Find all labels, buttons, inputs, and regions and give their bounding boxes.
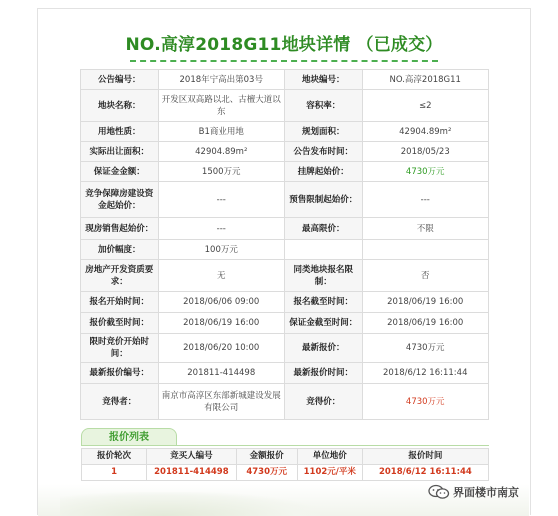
label-notice-number: 公告编号： bbox=[81, 70, 159, 90]
label-actual-area: 实际出让面积： bbox=[81, 142, 159, 162]
value-land-use: B1商业用地 bbox=[158, 122, 284, 142]
value-increment: 100万元 bbox=[158, 240, 284, 260]
value-registration-start: 2018/06/06 09:00 bbox=[158, 292, 284, 313]
label-registration-limit: 同类地块报名限制： bbox=[284, 260, 362, 292]
detail-row-actual-area bbox=[81, 142, 489, 162]
table-row bbox=[82, 465, 489, 481]
detail-row-winner bbox=[81, 384, 489, 420]
label-land-use: 用地性质： bbox=[81, 122, 159, 142]
detail-row-deposit bbox=[81, 162, 489, 182]
detail-row-latest-bid-number bbox=[81, 363, 489, 384]
detail-row-notice-number bbox=[81, 70, 489, 90]
label-registration-end: 报名截至时间： bbox=[284, 292, 362, 313]
empty-cell bbox=[362, 240, 489, 260]
value-registration-end: 2018/06/19 16:00 bbox=[362, 292, 489, 313]
label-latest-bid-time: 最新报价时间： bbox=[284, 363, 362, 384]
label-winner: 竞得者： bbox=[81, 384, 159, 420]
header-unit-price: 单位地价 bbox=[297, 449, 362, 465]
label-deposit-deadline: 保证金截至时间： bbox=[284, 313, 362, 334]
label-latest-bid: 最新报价： bbox=[284, 334, 362, 363]
label-plot-number: 地块编号： bbox=[284, 70, 362, 90]
detail-row-plot-name bbox=[81, 90, 489, 122]
header-amount: 金额报价 bbox=[236, 449, 297, 465]
bid-list-table bbox=[81, 448, 489, 481]
detail-row-timed-bidding bbox=[81, 334, 489, 363]
label-plot-name: 地块名称： bbox=[81, 90, 159, 122]
value-actual-area: 42904.89m² bbox=[158, 142, 284, 162]
empty-cell bbox=[284, 240, 362, 260]
cell-unit-price: 1102元/平米 bbox=[297, 465, 362, 481]
title-divider bbox=[130, 60, 438, 62]
label-plot-ratio: 容积率： bbox=[284, 90, 362, 122]
value-spot-sale-start: --- bbox=[158, 218, 284, 240]
detail-row-increment bbox=[81, 240, 489, 260]
value-latest-bid-number: 201811-414498 bbox=[158, 363, 284, 384]
cell-bidder-number: 201811-414498 bbox=[147, 465, 237, 481]
label-deposit: 保证金金额： bbox=[81, 162, 159, 182]
value-timed-bidding-start: 2018/06/20 10:00 bbox=[158, 334, 284, 363]
value-notice-number: 2018年宁高出第03号 bbox=[158, 70, 284, 90]
value-bid-deadline: 2018/06/19 16:00 bbox=[158, 313, 284, 334]
label-spot-sale-start: 现房销售起始价： bbox=[81, 218, 159, 240]
wechat-icon bbox=[428, 484, 450, 500]
value-publish-date: 2018/05/23 bbox=[362, 142, 489, 162]
header-bid-time: 报价时间 bbox=[362, 449, 488, 465]
cell-round: 1 bbox=[82, 465, 147, 481]
decorative-hills bbox=[60, 492, 320, 516]
value-housing-fund-start: --- bbox=[158, 182, 284, 218]
watermark-text: 界面楼市南京 bbox=[453, 486, 519, 499]
value-starting-price: 4730万元 bbox=[362, 162, 489, 182]
value-presale-limit-start: --- bbox=[362, 182, 489, 218]
value-plot-number: NO.高淳2018G11 bbox=[362, 70, 489, 90]
detail-row-qualification bbox=[81, 260, 489, 292]
value-planned-area: 42904.89m² bbox=[362, 122, 489, 142]
page-title: NO.高淳2018G11地块详情 （已成交） bbox=[125, 35, 443, 55]
value-deposit: 1500万元 bbox=[158, 162, 284, 182]
watermark bbox=[428, 482, 519, 502]
label-timed-bidding-start: 限时竞价开始时间： bbox=[81, 334, 159, 363]
value-winning-price: 4730万元 bbox=[362, 384, 489, 420]
detail-row-spot-sale bbox=[81, 218, 489, 240]
label-winning-price: 竞得价： bbox=[284, 384, 362, 420]
label-presale-limit-start: 预售限制起始价： bbox=[284, 182, 362, 218]
label-latest-bid-number: 最新报价编号： bbox=[81, 363, 159, 384]
value-registration-limit: 否 bbox=[362, 260, 489, 292]
value-qualification: 无 bbox=[158, 260, 284, 292]
value-plot-ratio: ≤2 bbox=[362, 90, 489, 122]
tab-underline bbox=[81, 445, 489, 446]
label-max-price: 最高限价： bbox=[284, 218, 362, 240]
value-deposit-deadline: 2018/06/19 16:00 bbox=[362, 313, 489, 334]
label-starting-price: 挂牌起始价： bbox=[284, 162, 362, 182]
label-bid-deadline: 报价截至时间： bbox=[81, 313, 159, 334]
label-housing-fund-start: 竞争保障房建设资金起始价： bbox=[81, 182, 159, 218]
label-publish-date: 公告发布时间： bbox=[284, 142, 362, 162]
land-detail-table bbox=[80, 69, 489, 420]
detail-row-registration bbox=[81, 292, 489, 313]
label-increment: 加价幅度： bbox=[81, 240, 159, 260]
label-registration-start: 报名开始时间： bbox=[81, 292, 159, 313]
value-latest-bid-time: 2018/6/12 16:11:44 bbox=[362, 363, 489, 384]
value-plot-name: 开发区双高路以北、古檀大道以东 bbox=[158, 90, 284, 122]
detail-row-land-use bbox=[81, 122, 489, 142]
value-latest-bid: 4730万元 bbox=[362, 334, 489, 363]
tab-bid-list[interactable]: 报价列表 bbox=[81, 428, 177, 446]
cell-amount: 4730万元 bbox=[236, 465, 297, 481]
bid-list-header bbox=[82, 449, 489, 465]
header-bidder-number: 竞买人编号 bbox=[147, 449, 237, 465]
label-planned-area: 规划面积： bbox=[284, 122, 362, 142]
detail-row-housing-fund bbox=[81, 182, 489, 218]
value-winner: 南京市高淳区东部新城建设发展有限公司 bbox=[158, 384, 284, 420]
value-max-price: 不限 bbox=[362, 218, 489, 240]
label-qualification: 房地产开发资质要求： bbox=[81, 260, 159, 292]
cell-bid-time: 2018/6/12 16:11:44 bbox=[362, 465, 488, 481]
detail-row-bid-deadline bbox=[81, 313, 489, 334]
header-round: 报价轮次 bbox=[82, 449, 147, 465]
